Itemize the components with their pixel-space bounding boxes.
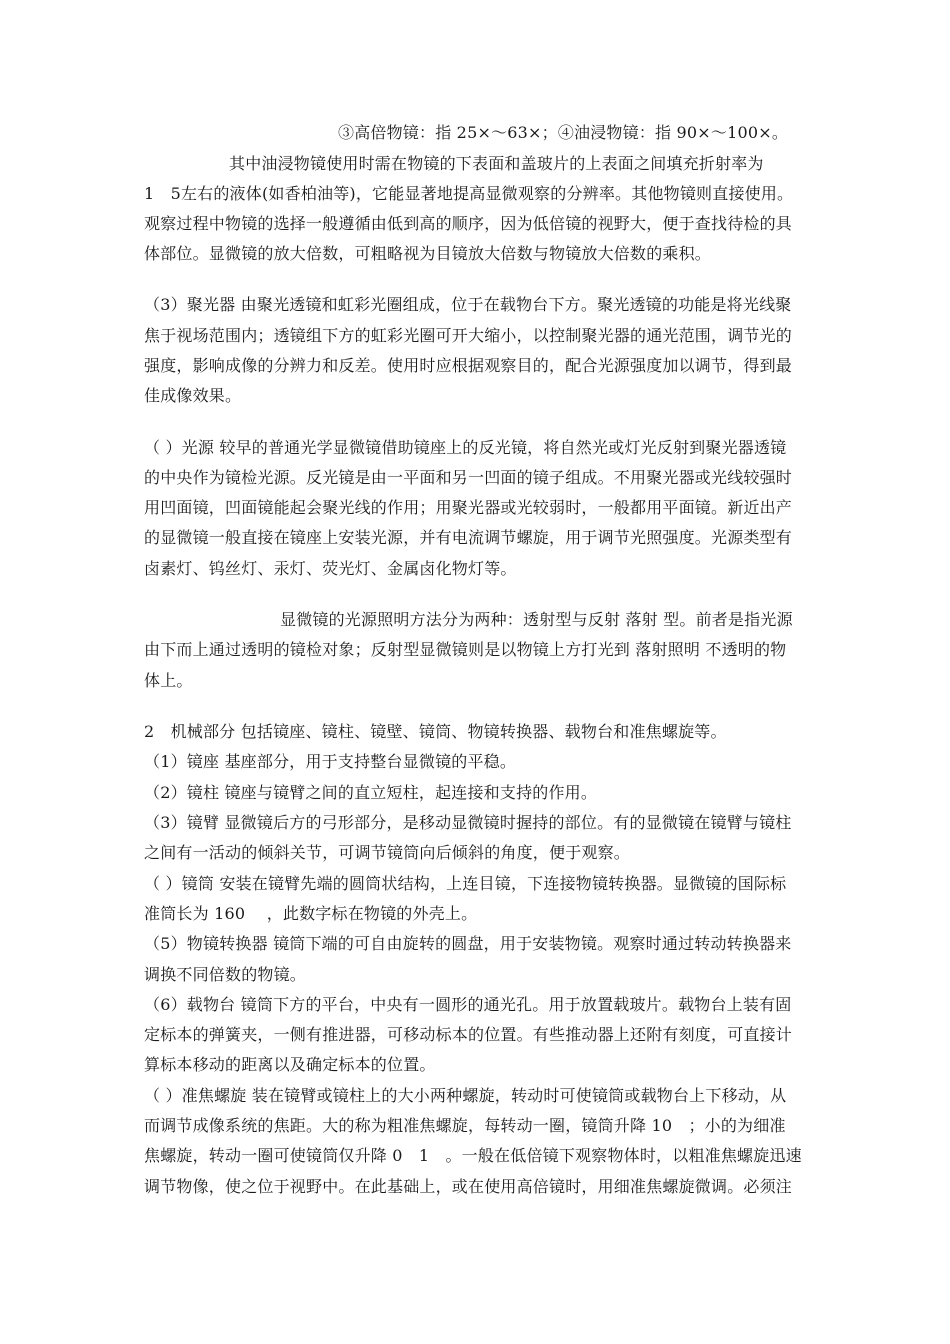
- text-line: 2 机械部分 包括镜座、镜柱、镜壁、镜筒、物镜转换器、载物台和准焦螺旋等。: [144, 722, 727, 741]
- text-line: 的显微镜一般直接在镜座上安装光源，并有电流调节螺旋，用于调节光照强度。光源类型有: [144, 528, 793, 547]
- text-line: 显微镜的光源照明方法分为两种：透射型与反射 落射 型。前者是指光源: [280, 610, 793, 629]
- text-line: （5）物镜转换器 镜筒下端的可自由旋转的圆盘，用于安装物镜。观察时通过转动转换器来: [144, 934, 792, 953]
- text-line: 而调节成像系统的焦距。大的称为粗准焦螺旋，每转动一圈，镜筒升降 10 ；小的为细准: [144, 1116, 786, 1135]
- text-line: 的中央作为镜检光源。反光镜是由一平面和另一凹面的镜子组成。不用聚光器或光线较强时: [144, 468, 793, 487]
- text-line: 佳成像效果。: [144, 386, 242, 405]
- text-line: （ ）光源 较早的普通光学显微镜借助镜座上的反光镜，将自然光或灯光反射到聚光器透镜: [144, 438, 787, 457]
- text-line: 强度，影响成像的分辨力和反差。使用时应根据观察目的，配合光源强度加以调节，得到最: [144, 356, 793, 375]
- text-line: （3）聚光器 由聚光透镜和虹彩光圈组成，位于在载物台下方。聚光透镜的功能是将光线聚: [144, 295, 792, 314]
- text-line: 卤素灯、钨丝灯、汞灯、荧光灯、金属卤化物灯等。: [144, 559, 517, 578]
- text-line: 用凹面镜，凹面镜能起会聚光线的作用；用聚光器或光较弱时，一般都用平面镜。新近出产: [144, 498, 793, 517]
- text-line: 由下而上通过透明的镜检对象；反射型显微镜则是以物镜上方打光到 落射照明 不透明的物: [144, 640, 787, 659]
- text-line: （ ）准焦螺旋 装在镜臂或镜柱上的大小两种螺旋，转动时可使镜筒或载物台上下移动，从: [144, 1086, 787, 1105]
- text-line: 定标本的弹簧夹，一侧有推进器，可移动标本的位置。有些推动器上还附有刻度，可直接计: [144, 1025, 793, 1044]
- text-line: 算标本移动的距离以及确定标本的位置。: [144, 1055, 436, 1074]
- text-line: 调换不同倍数的物镜。: [144, 965, 307, 984]
- text-line: （3）镜臂 显微镜后方的弓形部分，是移动显微镜时握持的部位。有的显微镜在镜臂与镜柱: [144, 813, 792, 832]
- text-line: 焦螺旋，转动一圈可使镜筒仅升降 0 1 。一般在低倍镜下观察物体时，以粗准焦螺旋迅速: [144, 1146, 802, 1165]
- text-line: 体部位。显微镜的放大倍数，可粗略视为目镜放大倍数与物镜放大倍数的乘积。: [144, 244, 712, 263]
- text-line: 观察过程中物镜的选择一般遵循由低到高的顺序，因为低倍镜的视野大，便于查找待检的具: [144, 214, 793, 233]
- text-line: ③高倍物镜：指 25×～63×；④油浸物镜：指 90×～100×。: [338, 123, 789, 142]
- text-line: （6）载物台 镜筒下方的平台，中央有一圆形的通光孔。用于放置载玻片。载物台上装有固: [144, 995, 792, 1014]
- text-line: （2）镜柱 镜座与镜臂之间的直立短柱，起连接和支持的作用。: [144, 783, 598, 802]
- text-line: 之间有一活动的倾斜关节，可调节镜筒向后倾斜的角度，便于观察。: [144, 843, 631, 862]
- text-line: 准筒长为 160 ，此数字标在物镜的外壳上。: [144, 904, 478, 923]
- text-line: 其中油浸物镜使用时需在物镜的下表面和盖玻片的上表面之间填充折射率为: [229, 154, 764, 173]
- text-line: 1 5左右的液体(如香柏油等)，它能显著地提高显微观察的分辨率。其他物镜则直接使用。: [144, 184, 794, 203]
- text-line: 调节物像，使之位于视野中。在此基础上，或在使用高倍镜时，用细准焦螺旋微调。必须注: [144, 1177, 793, 1196]
- text-line: 体上。: [144, 671, 193, 690]
- text-line: （ ）镜筒 安装在镜臂先端的圆筒状结构，上连目镜，下连接物镜转换器。显微镜的国际标: [144, 874, 787, 893]
- text-line: （1）镜座 基座部分，用于支持整台显微镜的平稳。: [144, 752, 517, 771]
- text-line: 焦于视场范围内；透镜组下方的虹彩光圈可开大缩小，以控制聚光器的通光范围，调节光的: [144, 326, 793, 345]
